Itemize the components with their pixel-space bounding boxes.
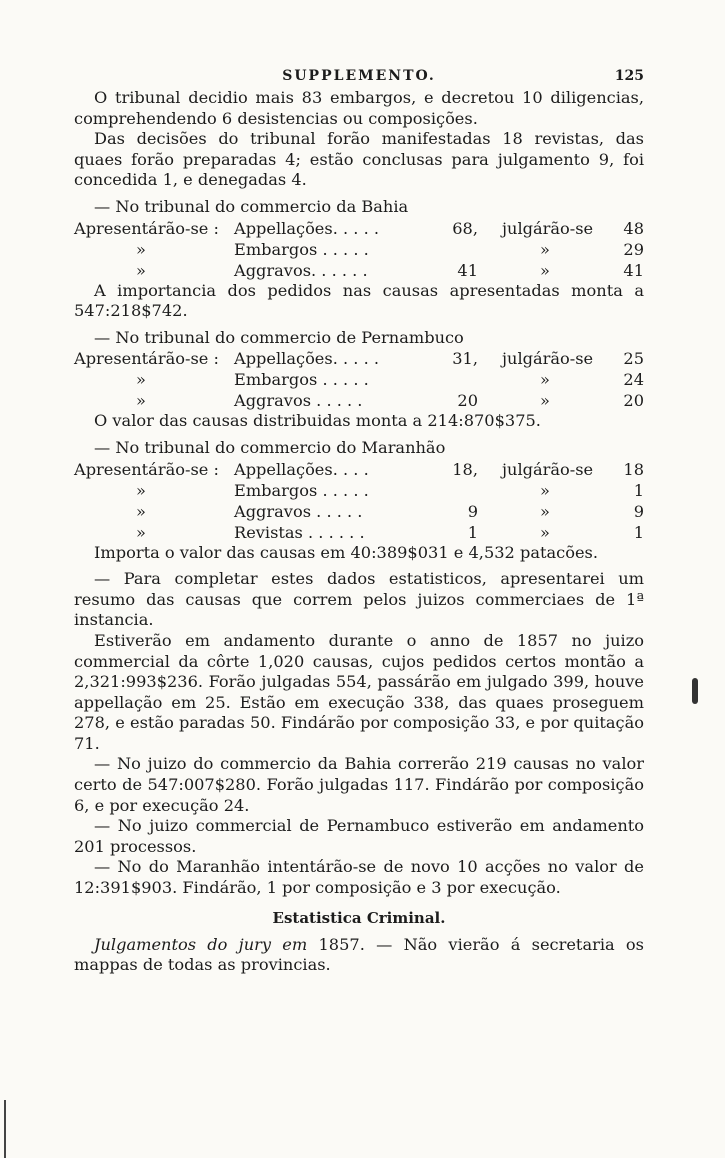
table-cell: » (136, 239, 146, 259)
summary-pernambuco: — No juizo commercial de Pernambuco estiverão em andamento 201 processos. (74, 816, 644, 856)
document-page (74, 66, 644, 976)
table-cell: Embargos . . . . . (234, 370, 369, 390)
table-cell: » (540, 260, 550, 280)
table-cell: julgárão-se (502, 459, 594, 479)
paragraph-embargos: O tribunal decidio mais 83 embargos, e decretou 10 diligencias, comprehendendo 6 desistencias ou composições. (74, 88, 644, 128)
criminal-lead: Julgamentos do jury em (94, 934, 308, 954)
criminal-text: 1857. — Não vierão á secretaria os mappas de todas as provincias. (74, 934, 644, 975)
table-cell: » (136, 480, 146, 500)
bahia-heading: — No tribunal do commercio da Bahia (94, 196, 409, 216)
table-cell: Apresentárão-se : (74, 349, 219, 369)
table-cell: » (540, 239, 550, 259)
table-cell: 48 (623, 218, 644, 238)
table-cell: Revistas . . . . . . (234, 522, 365, 542)
table-cell: » (540, 501, 550, 521)
table-cell: Aggravos . . . . . (234, 501, 363, 521)
table-cell: 41 (457, 260, 478, 280)
running-header (74, 66, 644, 88)
table-cell: 9 (467, 501, 478, 521)
table-cell: Apresentárão-se : (74, 218, 219, 238)
table-cell: 20 (623, 391, 644, 411)
table-cell: 18, (452, 459, 478, 479)
table-cell: 29 (623, 239, 644, 259)
table-cell: 20 (457, 391, 478, 411)
table-cell: julgárão-se (502, 218, 594, 238)
paragraph-revistas: Das decisões do tribunal forão manifestadas 18 revistas, das quaes forão preparadas 4; estão conclusas para julgamento 9, foi concedida 1, e denegadas 4. (74, 129, 644, 190)
table-cell: julgárão-se (502, 349, 594, 369)
margin-ink-mark (692, 678, 698, 704)
summary-intro: — Para completar estes dados estatisticos, apresentarei um resumo das causas que correm pelos juizos commerciaes de 1ª instancia. (74, 569, 644, 630)
table-row (74, 459, 644, 480)
table-cell: 18 (623, 459, 644, 479)
table-row (74, 369, 644, 390)
table-cell: Appellações. . . . (234, 459, 369, 479)
table-row (74, 348, 644, 369)
criminal-paragraph (74, 935, 644, 976)
table-row (74, 522, 644, 543)
table-cell: 31, (452, 349, 478, 369)
table-cell: » (136, 391, 146, 411)
table-cell: Embargos . . . . . (234, 239, 369, 259)
running-title: SUPPLEMENTO. (282, 68, 436, 84)
table-cell: » (136, 522, 146, 542)
pernambuco-heading: — No tribunal do commercio de Pernambuco (94, 327, 464, 347)
table-row (74, 480, 644, 501)
table-cell: » (136, 260, 146, 280)
table-row (74, 239, 644, 260)
table-row (74, 501, 644, 522)
section-title: Estatistica Criminal. (272, 908, 446, 927)
table-cell: » (540, 391, 550, 411)
table-cell: 25 (623, 349, 644, 369)
pernambuco-note: O valor das causas distribuidas monta a 214:870$375. (94, 411, 541, 431)
bahia-note: A importancia dos pedidos nas causas apresentadas monta a 547:218$742. (74, 280, 644, 321)
table-row (74, 260, 644, 281)
table-cell: » (136, 370, 146, 390)
table-cell: 9 (633, 501, 644, 521)
table-cell: 1 (633, 480, 644, 500)
table-cell: » (136, 501, 146, 521)
table-cell: » (540, 522, 550, 542)
page-number: 125 (614, 68, 644, 84)
table-cell: Apresentárão-se : (74, 459, 219, 479)
table-cell: Aggravos. . . . . . (234, 260, 368, 280)
table-cell: » (540, 370, 550, 390)
table-cell: Aggravos . . . . . (234, 391, 363, 411)
maranhao-note: Importa o valor das causas em 40:389$031 e 4,532 patacões. (94, 542, 598, 562)
binding-edge-line (4, 1100, 6, 1158)
table-cell: 68, (452, 218, 478, 238)
table-cell: » (540, 480, 550, 500)
table-row (74, 390, 644, 411)
table-cell: 1 (633, 522, 644, 542)
summary-maranhao: — No do Maranhão intentárão-se de novo 10 acções no valor de 12:391$903. Findárão, 1 por composição e 3 por execução. (74, 857, 644, 898)
table-cell: Appellações. . . . . (234, 349, 380, 369)
table-cell: 41 (623, 260, 644, 280)
table-cell: 1 (467, 522, 478, 542)
table-cell: 24 (623, 370, 644, 390)
maranhao-heading: — No tribunal do commercio do Maranhão (94, 437, 446, 457)
table-row (74, 218, 644, 239)
table-cell: Embargos . . . . . (234, 480, 369, 500)
summary-bahia: — No juizo do commercio da Bahia correrão 219 causas no valor certo de 547:007$280. Forão julgadas 117. Findárão por composição 6, e por execução 24. (74, 754, 644, 815)
table-cell: Appellações. . . . . (234, 218, 380, 238)
summary-corte: Estiverão em andamento durante o anno de 1857 no juizo commercial da côrte 1,020 causas, cujos pedidos certos montão a 2,321:993$236. Forão julgadas 554, passárão em julgado 399, houve appellação em 25. Estão em execução 338, das quaes proseguem 278, e estão paradas 50. Findárão por composição 33, e por quitação 71. (74, 630, 644, 753)
